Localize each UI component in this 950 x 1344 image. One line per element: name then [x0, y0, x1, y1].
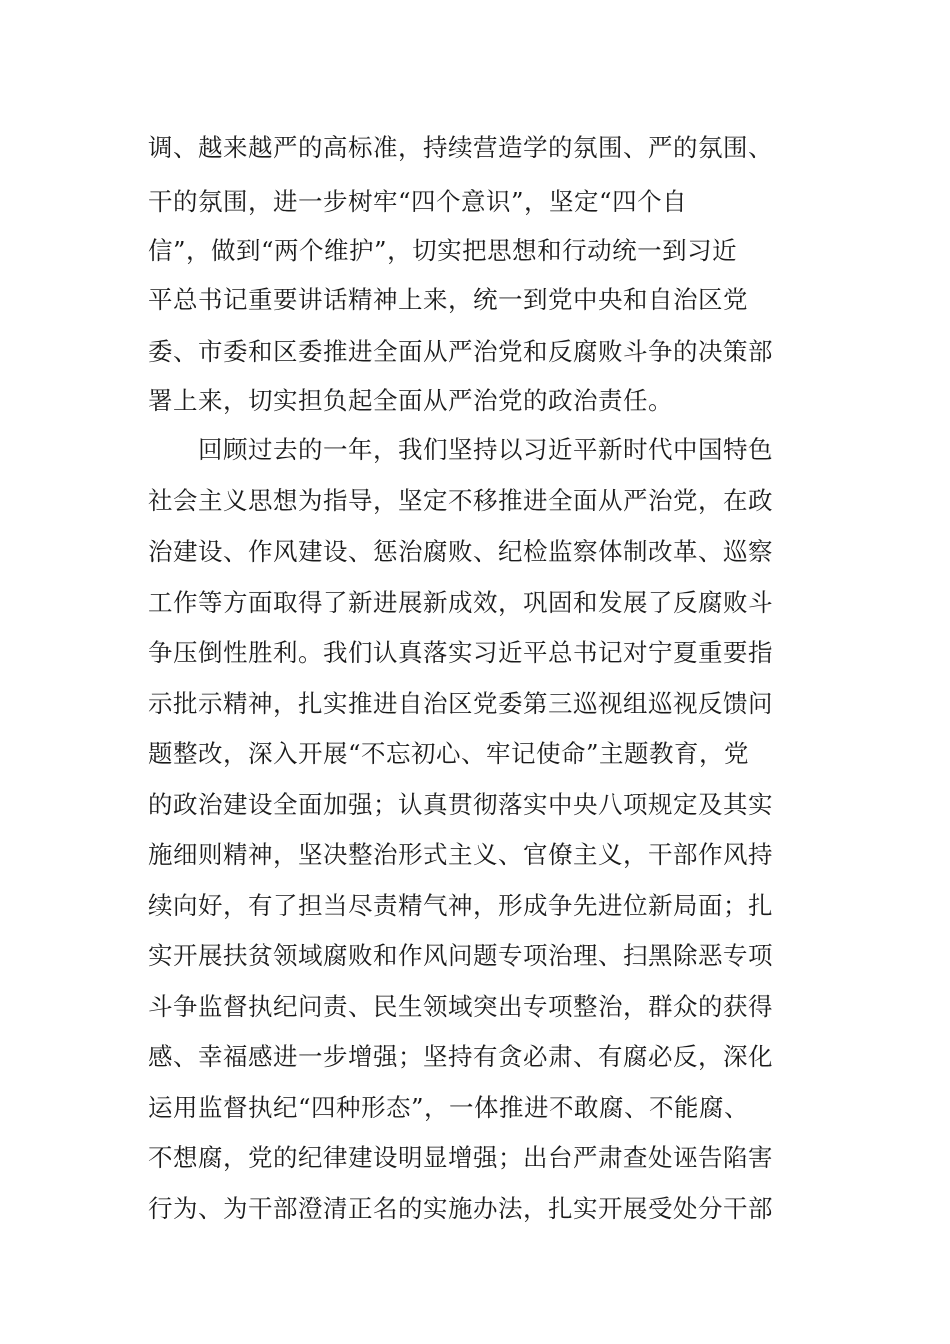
text-line: 不想腐，党的纪律建设明显增强；出台严肃查处诬告陷害 — [148, 1143, 773, 1172]
text-line: 行为、为干部澄清正名的实施办法，扎实开展受处分干部 — [148, 1194, 773, 1223]
text-line: 实开展扶贫领域腐败和作风问题专项治理、扫黑除恶专项 — [148, 941, 773, 970]
text-line: 工作等方面取得了新进展新成效，巩固和发展了反腐败斗 — [148, 588, 773, 617]
text-line: 治建设、作风建设、惩治腐败、纪检监察体制改革、巡察 — [148, 537, 773, 566]
text-line: 题整改，深入开展“不忘初心、牢记使命”主题教育，党 — [148, 739, 750, 768]
text-line: 施细则精神，坚决整治形式主义、官僚主义，干部作风持 — [148, 840, 773, 869]
text-line: 调、越来越严的高标准，持续营造学的氛围、严的氛围、 — [148, 133, 773, 162]
text-line: 干的氛围，进一步树牢“四个意识”，坚定“四个自 — [148, 187, 688, 216]
text-line: 信”，做到“两个维护”，切实把思想和行动统一到习近 — [148, 236, 738, 265]
text-line: 续向好，有了担当尽责精气神，形成争先进位新局面；扎 — [148, 891, 773, 920]
text-line: 社会主义思想为指导，坚定不移推进全面从严治党，在政 — [148, 486, 773, 515]
text-line: 回顾过去的一年，我们坚持以习近平新时代中国特色 — [198, 435, 773, 464]
text-line: 斗争监督执纪问责、民生领域突出专项整治，群众的获得 — [148, 992, 773, 1021]
text-line: 示批示精神，扎实推进自治区党委第三巡视组巡视反馈问 — [148, 689, 773, 718]
text-line: 署上来，切实担负起全面从严治党的政治责任。 — [148, 386, 673, 415]
text-line: 的政治建设全面加强；认真贯彻落实中央八项规定及其实 — [148, 790, 773, 819]
text-line: 运用监督执纪“四种形态”，一体推进不敢腐、不能腐、 — [148, 1093, 750, 1122]
text-line: 平总书记重要讲话精神上来，统一到党中央和自治区党 — [148, 285, 748, 314]
text-line: 感、幸福感进一步增强；坚持有贪必肃、有腐必反，深化 — [148, 1042, 773, 1071]
text-line: 委、市委和区委推进全面从严治党和反腐败斗争的决策部 — [148, 337, 773, 366]
text-line: 争压倒性胜利。我们认真落实习近平总书记对宁夏重要指 — [148, 638, 773, 667]
